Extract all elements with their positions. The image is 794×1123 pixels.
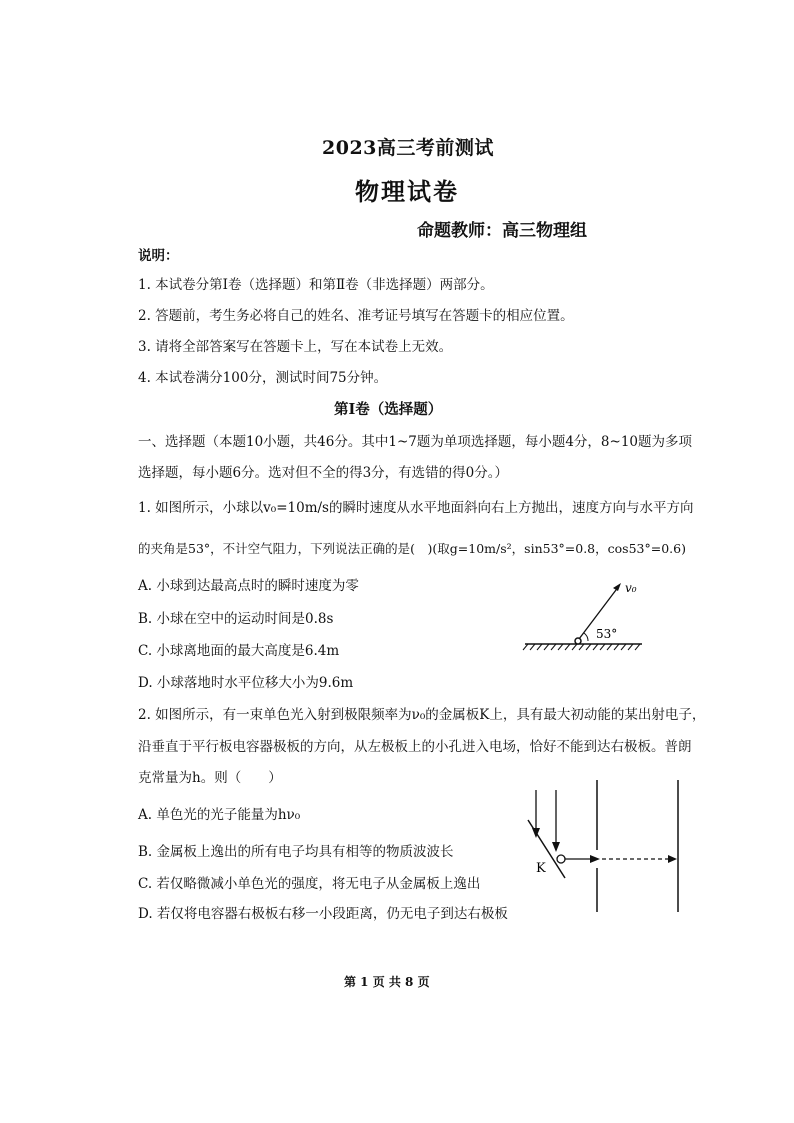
question-1-option-d: D. 小球落地时水平位移大小为9.6m [138,675,354,691]
question-1-option-b: B. 小球在空中的运动时间是0.8s [138,611,334,627]
question-2-option-b: B. 金属板上逸出的所有电子均具有相等的物质波波长 [138,844,454,860]
field-path-arrowhead [668,855,677,863]
question-2-option-c: C. 若仅略微减小单色光的强度，将无电子从金属板上逸出 [138,876,481,892]
question-2-stem: 2. 如图所示，有一束单色光入射到极限频率为ν₀的金属板K上，具有最大初动能的某出射电子， [138,707,706,723]
note-item: 1. 本试卷分第Ⅰ卷（选择题）和第Ⅱ卷（非选择题）两部分。 [138,277,494,293]
question-2-stem: 克常量为h。则（ ） [138,770,282,786]
page-footer: 第 1 页 共 8 页 [344,975,430,989]
notes-heading: 说明： [138,248,179,264]
question-2-option-d: D. 若仅将电容器右极板右移一小段距离，仍无电子到达右极板 [138,906,508,922]
plate-k-label: K [536,861,546,876]
photoelectric-diagram [520,780,690,915]
velocity-label: v₀ [625,581,637,595]
exam-title: 2023高三考前测试 [322,137,494,159]
electron [557,855,565,863]
angle-arc [584,633,588,641]
question-1-option-a: A. 小球到达最高点时的瞬时速度为零 [138,578,359,594]
electron-path-arrowhead [590,855,600,863]
question-2-stem: 沿垂直于平行板电容器极板的方向，从左极板上的小孔进入电场，恰好不能到达右极板。普朗 [138,739,692,755]
metal-plate-k [528,820,565,878]
note-item: 4. 本试卷满分100分，测试时间75分钟。 [138,370,388,386]
section-heading: 第Ⅰ卷（选择题） [334,401,443,418]
ground-hatching [523,644,640,650]
question-2-option-a: A. 单色光的光子能量为hν₀ [138,807,301,823]
angle-label: 53° [596,627,618,641]
question-1-option-c: C. 小球离地面的最大高度是6.4m [138,643,340,659]
ball [575,638,581,644]
question-1-stem: 1. 如图所示，小球以v₀=10m/s的瞬时速度从水平地面斜向右上方抛出，速度方向与水平方向 [138,500,694,516]
question-1-stem: 的夹角是53°，不计空气阻力，下列说法正确的是( )(取g=10m/s²，sin53°=0.8，cos53°=0.6) [138,541,686,556]
section-intro: 选择题，每小题6分。选对但不全的得3分，有选错的得0分。） [138,465,509,481]
note-item: 3. 请将全部答案写在答题卡上，写在本试卷上无效。 [138,339,453,355]
projectile-diagram [520,578,650,658]
exam-subject-title: 物理试卷 [355,177,459,206]
section-intro: 一、选择题（本题10小题，共46分。其中1~7题为单项选择题，每小题4分，8~10题为多项 [138,434,693,450]
light-ray-arrowhead [552,842,560,852]
author-line: 命题教师：高三物理组 [417,221,587,241]
velocity-arrowhead [613,583,621,591]
note-item: 2. 答题前，考生务必将自己的姓名、准考证号填写在答题卡的相应位置。 [138,308,574,324]
